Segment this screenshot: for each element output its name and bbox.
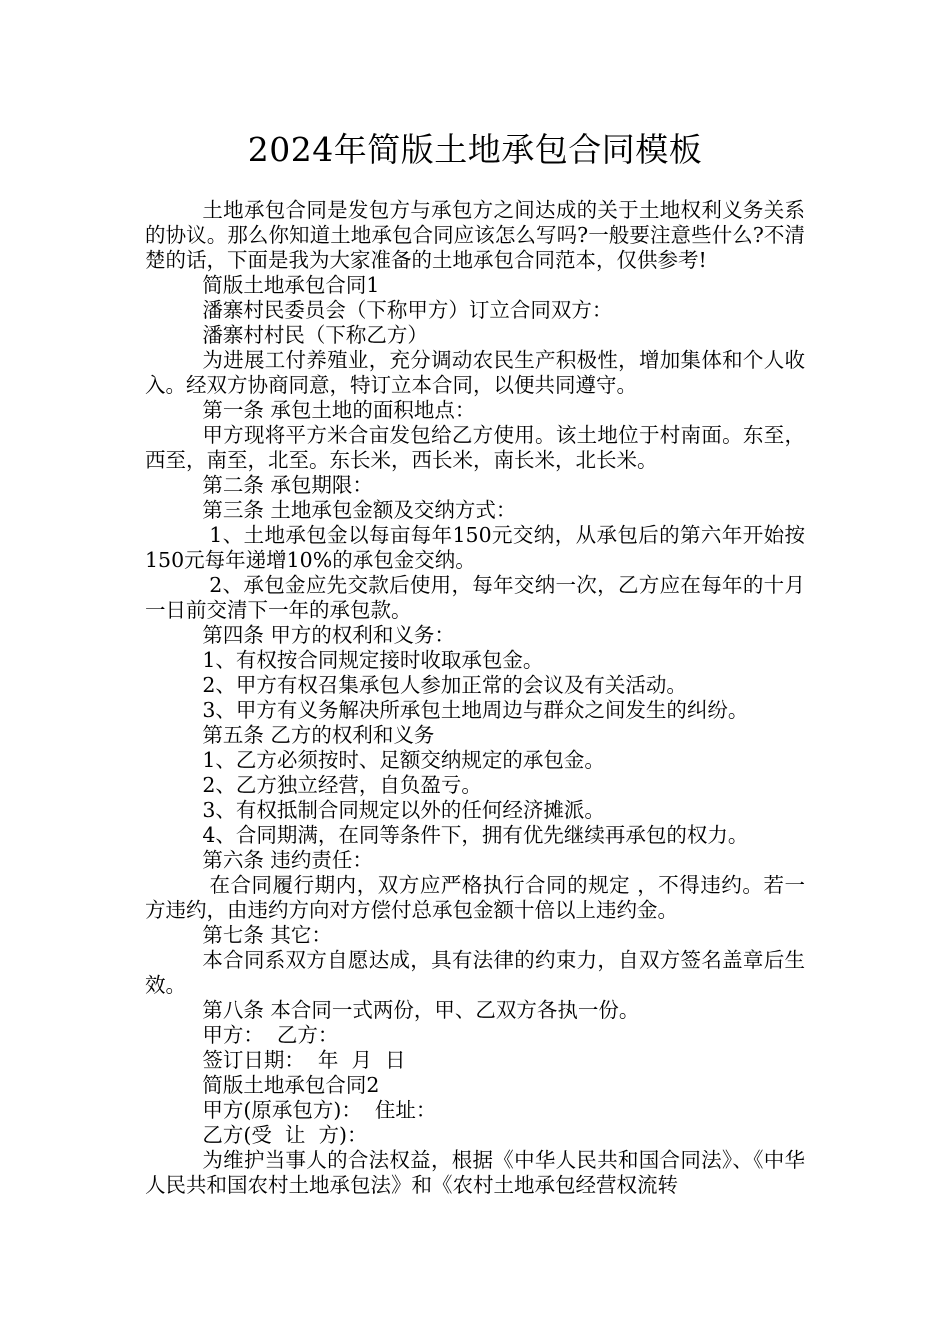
paragraph: 4、合同期满，在同等条件下，拥有优先继续再承包的权力。 [202,823,749,847]
paragraph: 1、土地承包金以每亩每年150元交纳，从承包后的第六年开始按150元每年递增10%的承包金交纳。 [145,523,805,572]
paragraph: 3、甲方有义务解决所承包土地周边与群众之间发生的纠纷。 [202,698,749,722]
paragraph: 1、有权按合同规定接时收取承包金。 [202,648,544,672]
paragraph: 在合同履行期内，双方应严格执行合同的规定 ，不得违约。若一方违约，由违约方向对方偿付总承包金额十倍以上违约金。 [145,873,805,922]
paragraph: 为维护当事人的合法权益，根据《中华人民共和国合同法》、《中华人民共和国农村土地承包法》和《农村土地承包经营权流转 [145,1148,805,1197]
paragraph: 2、承包金应先交款后使用，每年交纳一次，乙方应在每年的十月一日前交清下一年的承包款。 [145,573,805,622]
paragraph: 第二条 承包期限： [202,473,373,497]
paragraph: 为进展工付养殖业，充分调动农民生产积极性，增加集体和个人收入。经双方协商同意，特订立本合同，以便共同遵守。 [145,348,805,397]
paragraph: 第一条 承包土地的面积地点： [202,398,476,422]
paragraph: 潘寨村民委员会（下称甲方）订立合同双方： [202,298,613,322]
paragraph: 第四条 甲方的权利和义务： [202,623,455,647]
document-title: 2024年简版土地承包合同模板 [247,130,703,169]
document-body [145,198,805,1198]
paragraph: 甲方： 乙方： [202,1023,339,1047]
paragraph: 2、乙方独立经营，自负盈亏。 [202,773,482,797]
paragraph: 第八条 本合同一式两份，甲、乙双方各执一份。 [202,998,640,1022]
paragraph: 乙方(受 让 方)： [202,1123,368,1147]
paragraph: 第三条 土地承包金额及交纳方式： [202,498,517,522]
paragraph: 第六条 违约责任： [202,848,373,872]
paragraph: 土地承包合同是发包方与承包方之间达成的关于土地权利义务关系的协议。那么你知道土地承包合同应该怎么写吗?一般要注意些什么?不清楚的话，下面是我为大家准备的土地承包合同范本，仅供参考! [145,198,805,272]
paragraph: 1、乙方必须按时、足额交纳规定的承包金。 [202,748,605,772]
document-page [145,128,805,1198]
paragraph: 简版土地承包合同1 [202,273,380,297]
paragraph: 签订日期： 年 月 日 [202,1048,406,1072]
paragraph: 第五条 乙方的权利和义务 [202,723,435,747]
paragraph: 简版土地承包合同2 [202,1073,380,1097]
paragraph: 3、有权抵制合同规定以外的任何经济摊派。 [202,798,605,822]
paragraph: 潘寨村村民（下称乙方） [202,323,428,347]
paragraph: 甲方现将平方米合亩发包给乙方使用。该土地位于村南面。东至，西至，南至，北至。东长米，西长米，南长米，北长米。 [145,423,805,472]
paragraph: 本合同系双方自愿达成，具有法律的约束力，自双方签名盖章后生效。 [145,948,805,997]
paragraph: 第七条 其它： [202,923,332,947]
paragraph: 2、甲方有权召集承包人参加正常的会议及有关活动。 [202,673,687,697]
paragraph: 甲方(原承包方)： 住址： [202,1098,437,1122]
